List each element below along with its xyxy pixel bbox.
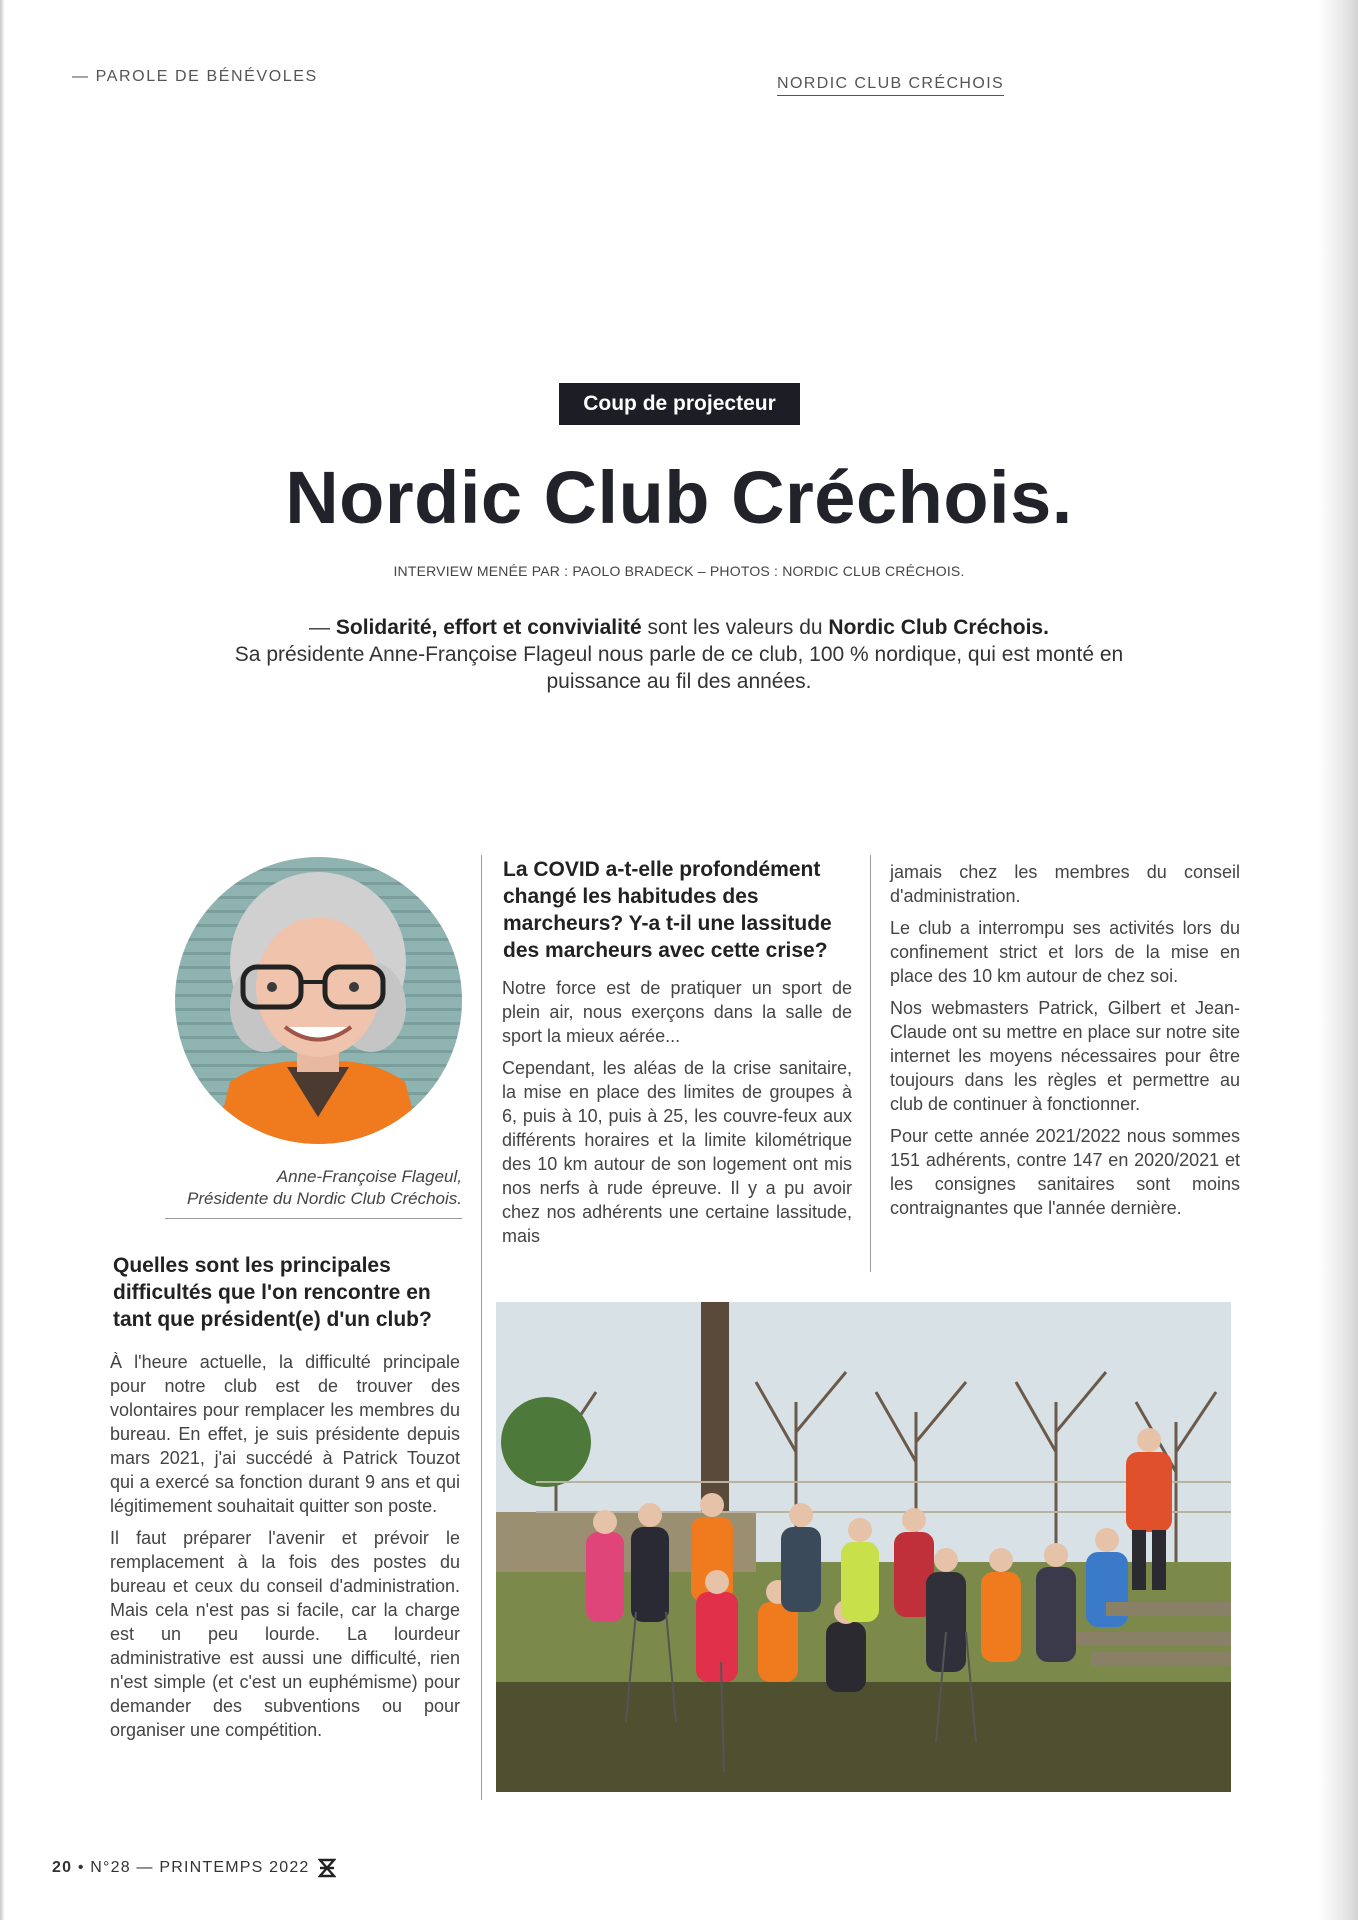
group-photo-illustration [496, 1302, 1231, 1792]
portrait-caption [140, 1166, 462, 1210]
lead-club-name: Nordic Club Créchois. [828, 616, 1049, 639]
interview-credits: INTERVIEW MENÉE PAR : PAOLO BRADECK – PHOTOS : NORDIC CLUB CRÉCHOIS. [393, 563, 965, 579]
group-photo [496, 1302, 1231, 1792]
answer-2 [502, 976, 852, 1256]
portrait-illustration [175, 857, 462, 1144]
lead-text-2: Sa présidente Anne-Françoise Flageul nous parle de ce club, 100 % nordique, qui est monté en puissance au fil des années. [234, 643, 1124, 693]
answer-paragraph: Nos webmasters Patrick, Gilbert et Jean-Claude ont su mettre en place sur notre site internet les moyens nécessaires pour être toujours dans les règles et permettre au club de continuer à fonctionner. [890, 998, 1240, 1114]
interview-question-2: La COVID a-t-elle profondément changé les habitudes des marcheurs? Y-a t-il une lassitude des marcheurs avec cette crise? [503, 858, 832, 962]
page-number: 20 [52, 1859, 73, 1876]
answer-2-continued [890, 860, 1240, 1228]
page-edge [0, 0, 5, 1920]
caption-divider [165, 1218, 462, 1219]
page-gutter-shadow [1318, 0, 1358, 1920]
answer-paragraph: À l'heure actuelle, la difficulté principale pour notre club est de trouver des volontaires pour remplacer les membres du bureau. En effet, je suis présidente depuis mars 2021, j'ai succédé à Patrick Touzot qui a exercé sa fonction durant 9 ans et qui légitimement souhaitait quitter son poste. [110, 1352, 460, 1516]
answer-paragraph: Cependant, les aléas de la crise sanitaire, la mise en place des limites de groupes à 6, puis à 10, puis à 25, les couvre-feux aux différents horaires et la limite kilométrique des 10 km autour de son logement ont mis nos nerfs à rude épreuve. Il y a pu avoir chez nos adhérents une certaine lassitude, mais [502, 1058, 852, 1246]
section-label: — PAROLE DE BÉNÉVOLES [72, 68, 318, 85]
category-badge: Coup de projecteur [559, 383, 800, 425]
issue-label: • N°28 — PRINTEMPS 2022 [72, 1859, 310, 1876]
column-divider [481, 855, 482, 1800]
answer-paragraph: Pour cette année 2021/2022 nous sommes 151 adhérents, contre 147 en 2020/2021 et les consignes sanitaires sont moins contraignantes que l'année dernière. [890, 1126, 1240, 1218]
lead-values: Solidarité, effort et convivialité [335, 616, 642, 639]
answer-paragraph: Le club a interrompu ses activités lors du confinement strict et lors de la mise en place des 10 km autour de chez soi. [890, 918, 1240, 986]
answer-paragraph: Notre force est de pratiquer un sport de plein air, nous exerçons dans la salle de sport la mieux aérée... [502, 978, 852, 1046]
lead-text-1: sont les valeurs du [641, 616, 829, 639]
magazine-logo-icon [318, 1858, 336, 1878]
column-divider [870, 855, 871, 1272]
caption-name: Anne-Françoise Flageul, [276, 1167, 462, 1186]
lead-dash: — [309, 616, 336, 639]
lead-paragraph [230, 614, 1128, 695]
president-portrait [175, 857, 462, 1144]
answer-1 [110, 1350, 460, 1750]
caption-role: Présidente du Nordic Club Créchois. [187, 1189, 462, 1208]
answer-paragraph: Il faut préparer l'avenir et prévoir le remplacement à la fois des postes du bureau et ceux du conseil d'administration. Mais cela n'est pas si facile, car la charge est un peu lourde. La lourdeur administrative est aussi une difficulté, rien n'est simple (et c'est un euphémisme) pour demander des subventions ou pour organiser une compétition. [110, 1528, 460, 1740]
interview-question-1: Quelles sont les principales difficultés que l'on rencontre en tant que président(e) d'un club? [113, 1254, 432, 1331]
page-footer [52, 1858, 336, 1878]
club-running-head: NORDIC CLUB CRÉCHOIS [777, 75, 1004, 96]
page-title: Nordic Club Créchois. [285, 456, 1073, 539]
answer-paragraph: jamais chez les membres du conseil d'administration. [890, 862, 1240, 906]
